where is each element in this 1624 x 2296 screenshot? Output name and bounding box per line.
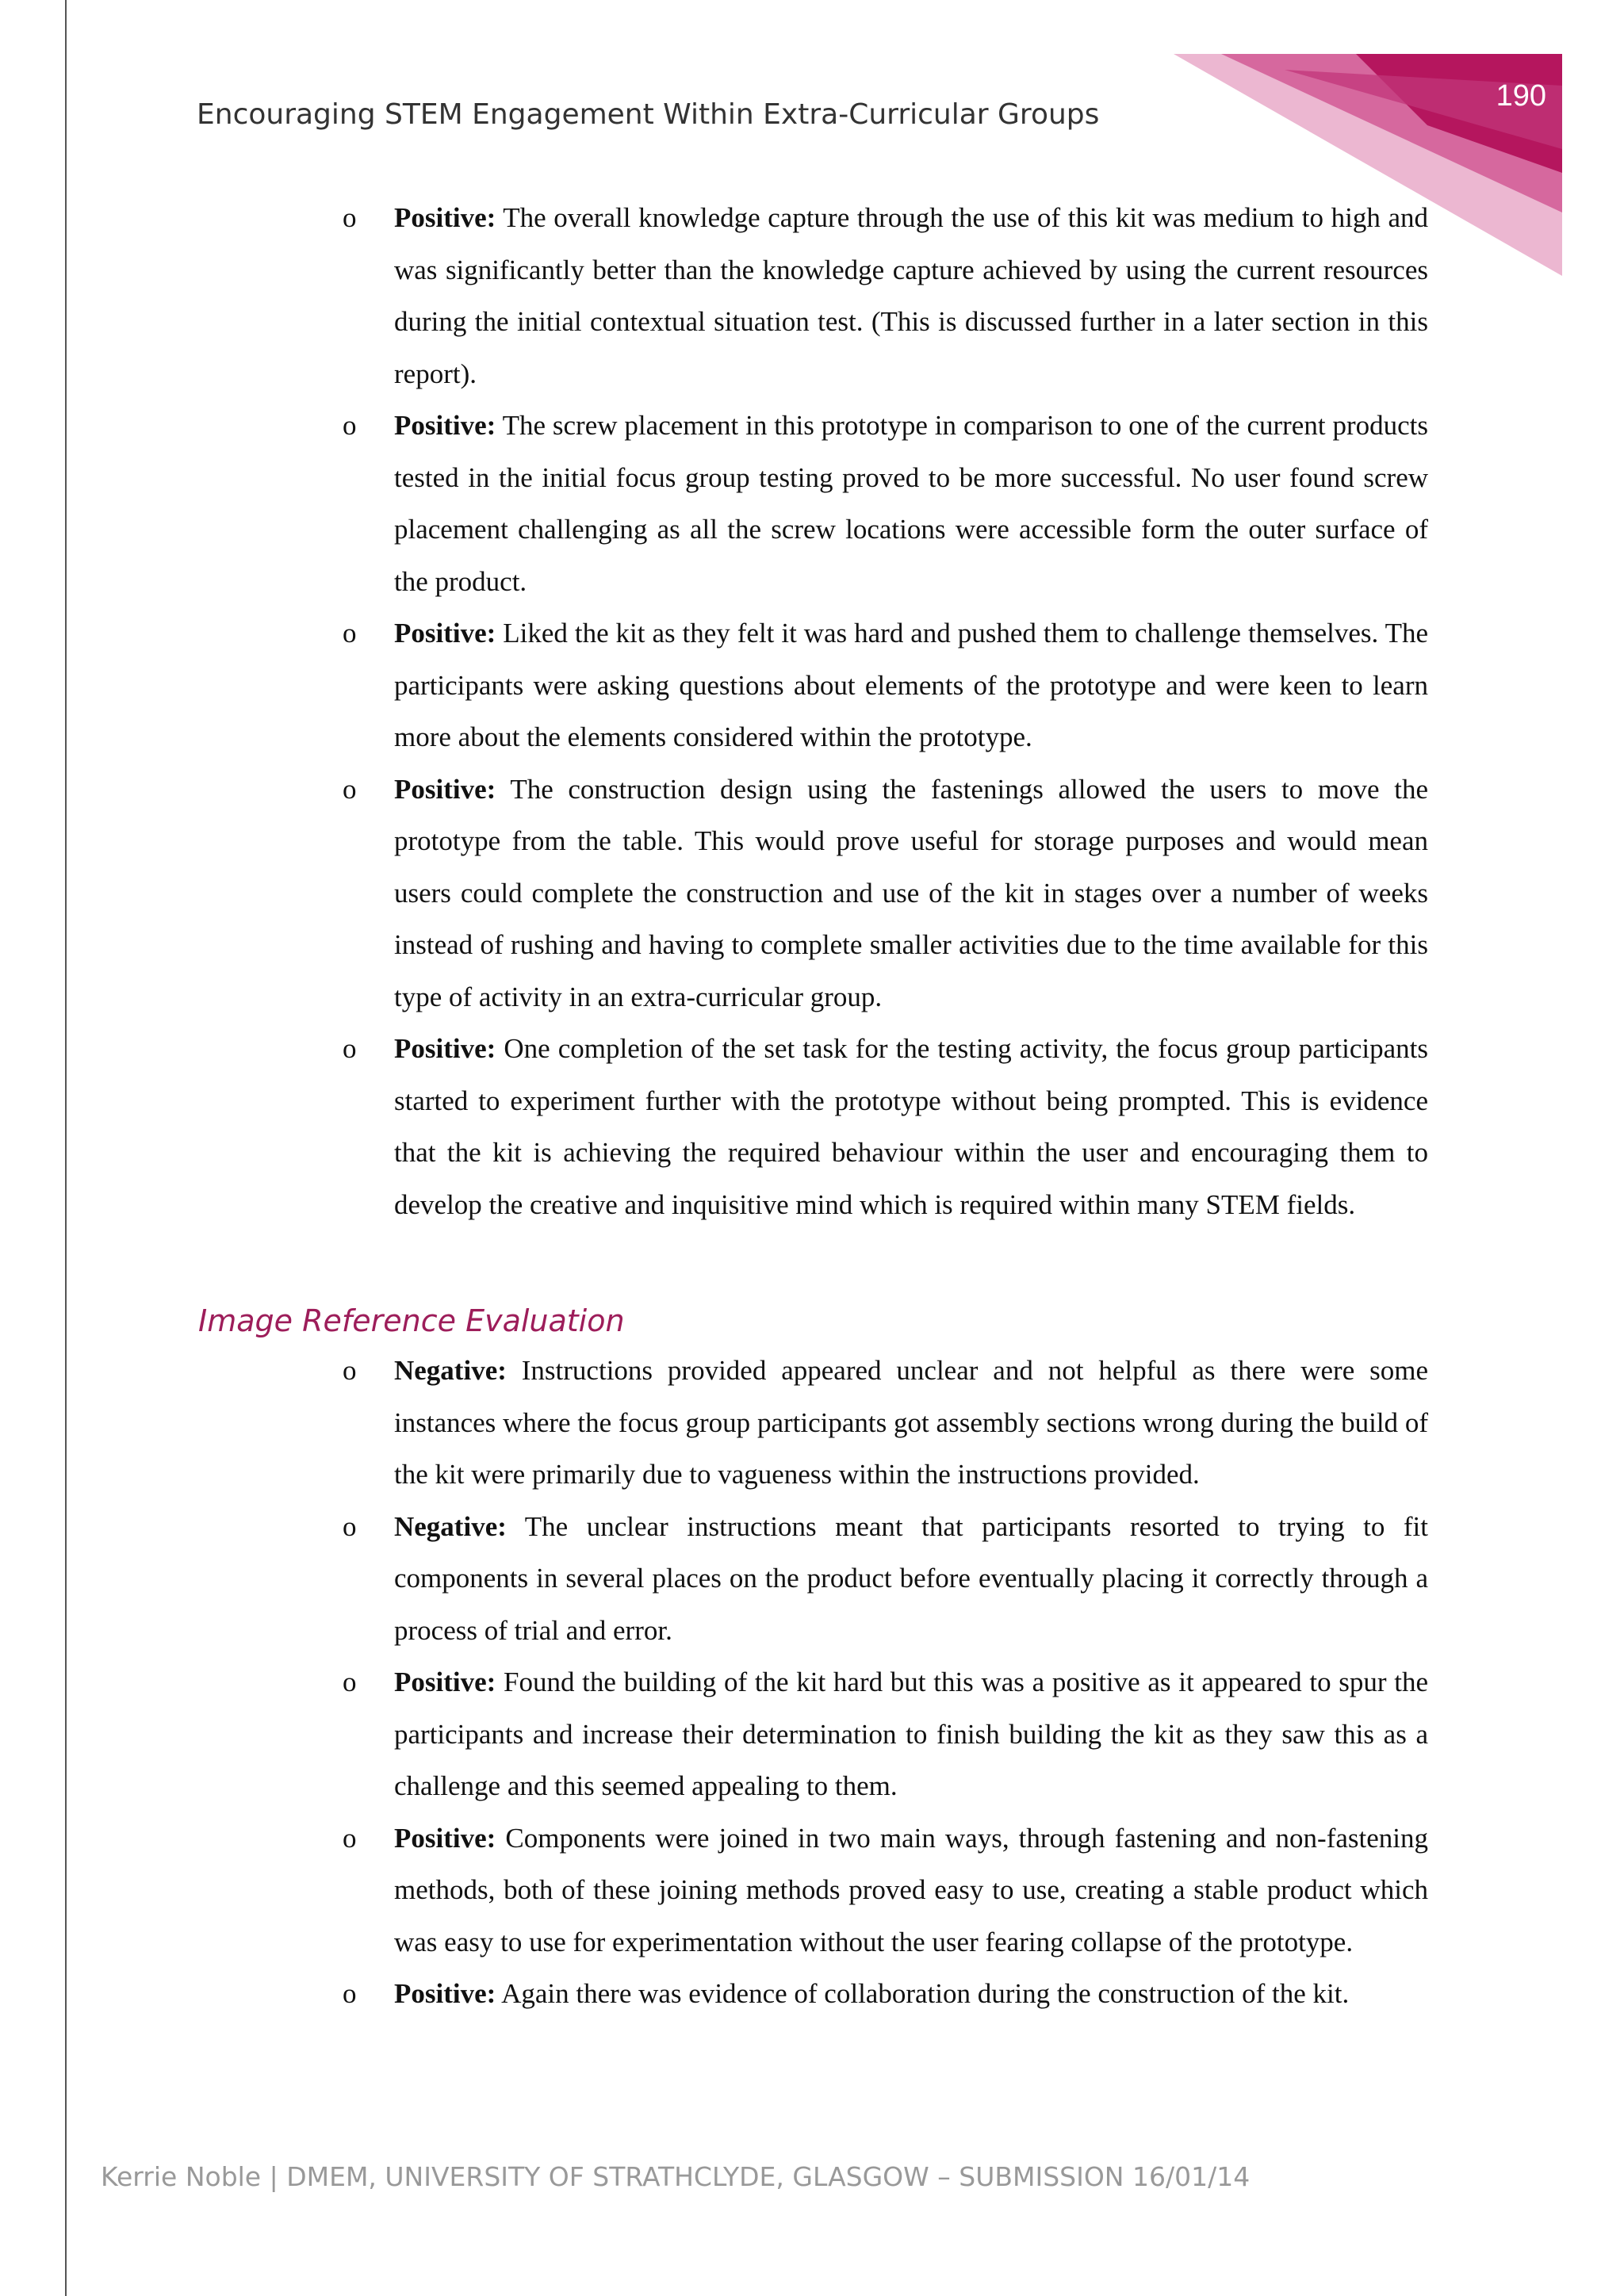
- running-header-title: Encouraging STEM Engagement Within Extra-Curricular Groups: [197, 98, 1100, 131]
- bullet-marker: o: [343, 773, 357, 805]
- list-item: [0, 607, 1624, 763]
- item-text: Again there was evidence of collaboration during the construction of the kit.: [501, 1978, 1350, 2009]
- item-text: The construction design using the fastenings allowed the users to move the prototype from the table. This would prove useful for storage purposes and would mean users could complete the construction and use of the kit in stages over a number of weeks instead of rushing and having to complete smaller activities due to the time available for this type of activity in an extra-curricular group.: [394, 773, 1428, 1012]
- item-label: Positive:: [394, 1667, 496, 1697]
- item-text: Components were joined in two main ways, through fastening and non-fastening methods, both of these joining methods proved easy to use, creating a stable product which was easy to use for experimentation without the user fearing collapse of the prototype.: [394, 1822, 1429, 1957]
- page-number: 190: [1496, 79, 1546, 113]
- bullet-marker: o: [343, 1667, 357, 1697]
- evaluation-list-1: [0, 192, 1624, 1230]
- list-item: [0, 1501, 1624, 1657]
- item-label: Negative:: [394, 1510, 507, 1542]
- bullet-marker: o: [343, 1510, 357, 1542]
- bullet-marker: o: [343, 202, 357, 233]
- item-label: Positive:: [394, 1033, 496, 1064]
- item-label: Positive:: [394, 1822, 496, 1854]
- item-text: Liked the kit as they felt it was hard and pushed them to challenge themselves. The participants were asking questions about elements of the prototype and were keen to learn more about the elements considered within the prototype.: [394, 618, 1429, 752]
- item-label: Positive:: [394, 410, 496, 441]
- list-item: [0, 1968, 1624, 2020]
- item-text: One completion of the set task for the testing activity, the focus group participants started to experiment further with the prototype without being prompted. This is evidence that the kit is achieving the required behaviour within the user and encouraging them to develop the creative and inquisitive mind which is required within many STEM fields.: [394, 1033, 1429, 1220]
- item-text: Found the building of the kit hard but this was a positive as it appeared to spur the participants and increase their determination to finish building the kit as they saw this as a challenge and this seemed appealing to them.: [394, 1667, 1428, 1801]
- bullet-marker: o: [343, 1033, 357, 1064]
- bullet-marker: o: [343, 1355, 357, 1386]
- bullet-marker: o: [343, 410, 357, 441]
- bullet-marker: o: [343, 618, 357, 649]
- item-label: Positive:: [394, 618, 496, 649]
- list-item: [0, 1345, 1624, 1501]
- list-item: [0, 1656, 1624, 1812]
- item-text: The overall knowledge capture through the use of this kit was medium to high and was significantly better than the knowledge capture achieved by using the current resources during the initial contextual situation test. (This is discussed further in a later section in this report).: [394, 202, 1428, 389]
- item-label: Positive:: [394, 773, 496, 805]
- list-item: [0, 1812, 1624, 1969]
- bullet-marker: o: [343, 1822, 357, 1854]
- item-text: The screw placement in this prototype in comparison to one of the current products tested in the initial focus group testing proved to be more successful. No user found screw placement challenging as all the screw locations were accessible form the outer surface of the product.: [394, 410, 1428, 597]
- list-item: [0, 192, 1624, 400]
- page-footer: Kerrie Noble | DMEM, UNIVERSITY OF STRATHCLYDE, GLASGOW – SUBMISSION 16/01/14: [101, 2161, 1251, 2192]
- item-label: Positive:: [394, 202, 496, 233]
- section-heading: Image Reference Evaluation: [198, 1303, 625, 1338]
- evaluation-list-2: [0, 1345, 1624, 2020]
- list-item: [0, 763, 1624, 1024]
- item-text: The unclear instructions meant that participants resorted to trying to fit components in several places on the product before eventually placing it correctly through a process of trial and error.: [394, 1510, 1428, 1646]
- item-label: Negative:: [394, 1355, 507, 1386]
- list-item: [0, 400, 1624, 607]
- list-item: [0, 1023, 1624, 1230]
- bullet-marker: o: [343, 1978, 357, 2009]
- item-text: Instructions provided appeared unclear and not helpful as there were some instances where the focus group participants got assembly sections wrong during the build of the kit were primarily due to vagueness within the instructions provided.: [394, 1355, 1428, 1490]
- item-label: Positive:: [394, 1978, 496, 2009]
